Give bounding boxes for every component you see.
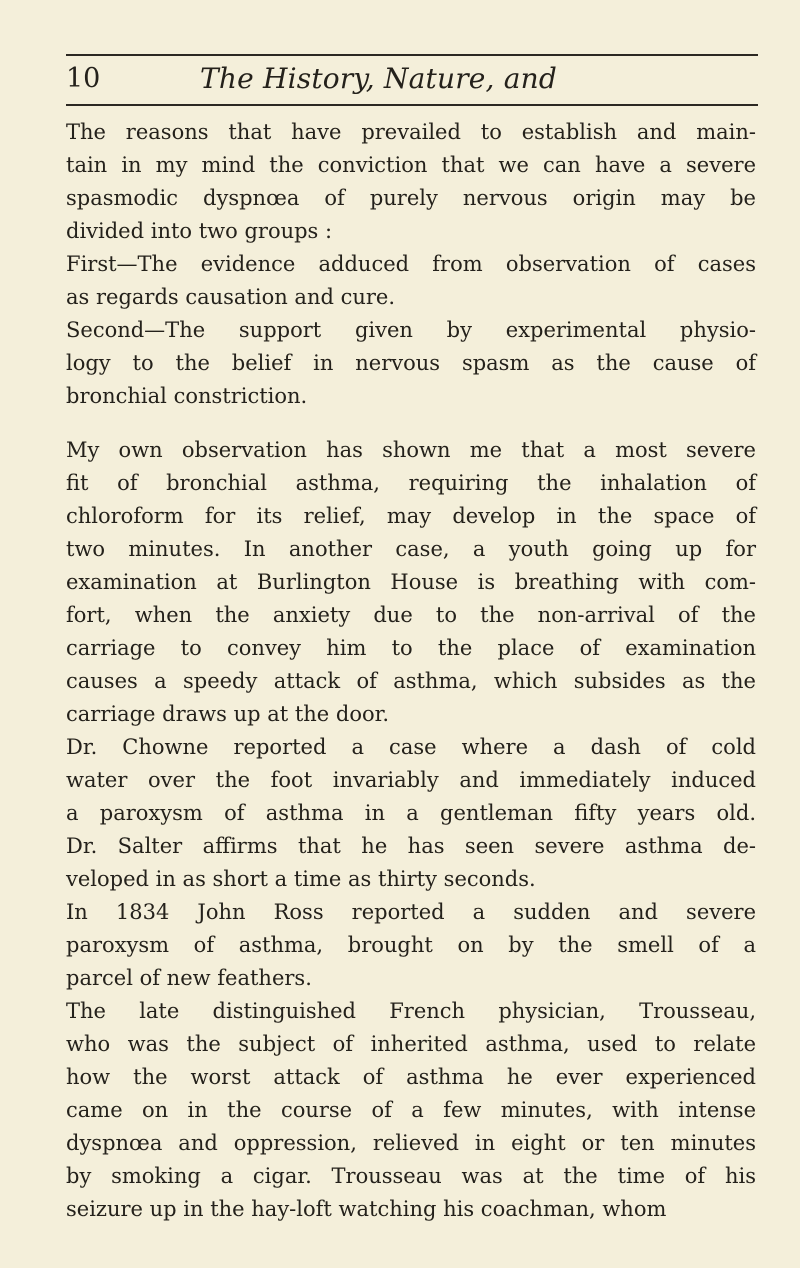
paragraph (66, 896, 756, 995)
text-line: parcel of new feathers. (66, 966, 312, 990)
text-line: First—The evidence adduced from observation of cases (66, 252, 756, 276)
text-line: carriage draws up at the door. (66, 702, 390, 726)
text-line: causes a speedy attack of asthma, which subsides as the (66, 669, 756, 693)
text-line: paroxysm of asthma, brought on by the smell of a (66, 933, 756, 957)
text-line: how the worst attack of asthma he ever experienced (66, 1065, 756, 1089)
text-line: as regards causation and cure. (66, 285, 396, 309)
text-line: chloroform for its relief, may develop in the space of (66, 504, 756, 528)
text-line: tain in my mind the conviction that we can have a severe (66, 153, 756, 177)
text-line: a paroxysm of asthma in a gentleman fifty years old. (66, 801, 756, 825)
text-line: fort, when the anxiety due to the non-arrival of the (66, 603, 756, 627)
body-text (66, 116, 756, 1226)
page-number: 10 (66, 63, 101, 94)
text-line: Second—The support given by experimental physio- (66, 318, 756, 342)
text-line: by smoking a cigar. Trousseau was at the time of his (66, 1164, 756, 1188)
paragraph (66, 248, 756, 314)
text-line: water over the foot invariably and immediately induced (66, 768, 756, 792)
paragraph (66, 995, 756, 1226)
paragraph (66, 731, 756, 896)
text-line: The late distinguished French physician, Trousseau, (66, 999, 756, 1023)
header-bottom-rule (66, 104, 758, 106)
text-line: examination at Burlington House is breathing with com- (66, 570, 756, 594)
text-line: bronchial constriction. (66, 384, 308, 408)
text-line: spasmodic dyspnœa of purely nervous origin may be (66, 186, 756, 210)
paragraph (66, 434, 756, 731)
paragraph (66, 116, 756, 248)
paragraph (66, 314, 756, 413)
text-line: The reasons that have prevailed to establish and main- (66, 120, 756, 144)
text-line: dyspnœa and oppression, relieved in eight or ten minutes (66, 1131, 756, 1155)
running-title: The History, Nature, and (200, 62, 558, 95)
text-line: divided into two groups : (66, 219, 333, 243)
text-line: In 1834 John Ross reported a sudden and severe (66, 900, 756, 924)
text-line: who was the subject of inherited asthma, used to relate (66, 1032, 756, 1056)
text-line: carriage to convey him to the place of examination (66, 636, 756, 660)
text-line: My own observation has shown me that a most severe (66, 438, 756, 462)
text-line: came on in the course of a few minutes, with intense (66, 1098, 756, 1122)
text-line: veloped in as short a time as thirty seconds. (66, 867, 536, 891)
text-line: Dr. Chowne reported a case where a dash of cold (66, 735, 756, 759)
header-top-rule (66, 54, 758, 56)
text-line: logy to the belief in nervous spasm as the cause of (66, 351, 756, 375)
text-line: fit of bronchial asthma, requiring the inhalation of (66, 471, 756, 495)
text-line: seizure up in the hay-loft watching his coachman, whom (66, 1197, 667, 1221)
paragraph-gap (66, 413, 756, 434)
text-line: two minutes. In another case, a youth going up for (66, 537, 756, 561)
text-line: Dr. Salter affirms that he has seen severe asthma de- (66, 834, 756, 858)
